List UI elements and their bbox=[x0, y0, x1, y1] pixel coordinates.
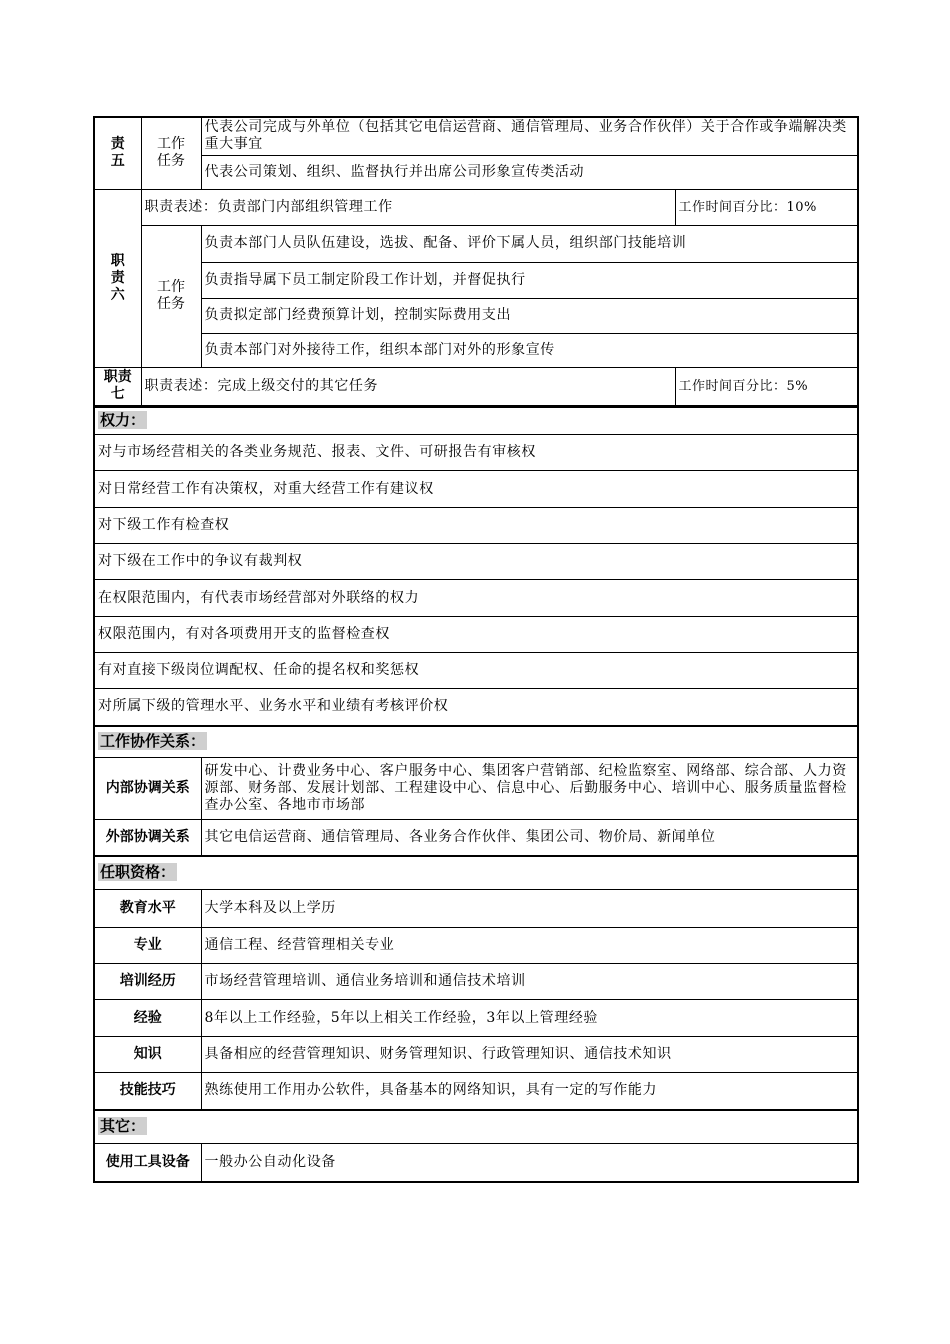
external-coordination-value: 其它电信运营商、通信管理局、各业务合作伙伴、集团公司、物价局、新闻单位 bbox=[201, 820, 858, 856]
tools-value: 一般办公自动化设备 bbox=[201, 1144, 858, 1182]
duty6-time-percent: 工作时间百分比：10% bbox=[675, 189, 858, 225]
duty6-task-3: 负责拟定部门经费预算计划，控制实际费用支出 bbox=[201, 298, 858, 333]
qualification-label: 技能技巧 bbox=[94, 1073, 201, 1110]
cooperation-heading: 工作协作关系： bbox=[94, 726, 858, 758]
qualification-label: 教育水平 bbox=[94, 890, 201, 928]
duty6-task-4: 负责本部门对外接待工作，组织本部门对外的形象宣传 bbox=[201, 333, 858, 367]
tools-label: 使用工具设备 bbox=[94, 1144, 201, 1182]
duty6-task-label: 工作 任务 bbox=[141, 225, 201, 367]
qualification-label: 培训经历 bbox=[94, 964, 201, 1000]
external-coordination-label: 外部协调关系 bbox=[94, 820, 201, 856]
duties-table bbox=[93, 116, 859, 406]
authority-item: 有对直接下级岗位调配权、任命的提名权和奖惩权 bbox=[94, 653, 858, 689]
qualification-heading: 任职资格： bbox=[94, 856, 858, 890]
qualification-value: 8年以上工作经验，5年以上相关工作经验，3年以上管理经验 bbox=[201, 1000, 858, 1037]
duty5-task-1: 代表公司完成与外单位（包括其它电信运营商、通信管理局、业务合作伙伴）关于合作或争端解决类重大事宜 bbox=[201, 117, 858, 155]
authority-heading: 权力： bbox=[94, 407, 858, 435]
other-heading: 其它： bbox=[94, 1110, 858, 1144]
qualification-value: 大学本科及以上学历 bbox=[201, 890, 858, 928]
duty5-task-2: 代表公司策划、组织、监督执行并出席公司形象宣传类活动 bbox=[201, 155, 858, 189]
duty6-task-1: 负责本部门人员队伍建设，选拔、配备、评价下属人员，组织部门技能培训 bbox=[201, 225, 858, 262]
authority-item: 对与市场经营相关的各类业务规范、报表、文件、可研报告有审核权 bbox=[94, 435, 858, 471]
duty6-label: 职 责 六 bbox=[94, 189, 141, 367]
qualification-label: 经验 bbox=[94, 1000, 201, 1037]
qualification-label: 专业 bbox=[94, 928, 201, 964]
duty7-statement: 职责表述：完成上级交付的其它任务 bbox=[141, 367, 675, 405]
internal-coordination-label: 内部协调关系 bbox=[94, 758, 201, 820]
authority-item: 对下级在工作中的争议有裁判权 bbox=[94, 544, 858, 580]
authority-item: 对所属下级的管理水平、业务水平和业绩有考核评价权 bbox=[94, 689, 858, 726]
qualification-label: 知识 bbox=[94, 1037, 201, 1073]
qualification-value: 通信工程、经营管理相关专业 bbox=[201, 928, 858, 964]
authority-item: 在权限范围内，有代表市场经营部对外联络的权力 bbox=[94, 580, 858, 617]
internal-coordination-value: 研发中心、计费业务中心、客户服务中心、集团客户营销部、纪检监察室、网络部、综合部、人力资源部、财务部、发展计划部、工程建设中心、信息中心、后勤服务中心、培训中心、服务质量监督检查办公室、各地市市场部 bbox=[201, 758, 858, 820]
details-table bbox=[93, 406, 859, 1183]
duty5-task-label: 工作 任务 bbox=[141, 117, 201, 189]
duty6-statement: 职责表述：负责部门内部组织管理工作 bbox=[141, 189, 675, 225]
authority-item: 对日常经营工作有决策权，对重大经营工作有建议权 bbox=[94, 471, 858, 508]
job-description-page bbox=[93, 116, 857, 1183]
authority-item: 权限范围内，有对各项费用开支的监督检查权 bbox=[94, 617, 858, 653]
qualification-value: 具备相应的经营管理知识、财务管理知识、行政管理知识、通信技术知识 bbox=[201, 1037, 858, 1073]
qualification-value: 熟练使用工作用办公软件，具备基本的网络知识，具有一定的写作能力 bbox=[201, 1073, 858, 1110]
duty7-time-percent: 工作时间百分比：5% bbox=[675, 367, 858, 405]
duty5-label: 责 五 bbox=[94, 117, 141, 189]
duty7-label: 职责 七 bbox=[94, 367, 141, 405]
duty6-task-2: 负责指导属下员工制定阶段工作计划，并督促执行 bbox=[201, 262, 858, 298]
qualification-value: 市场经营管理培训、通信业务培训和通信技术培训 bbox=[201, 964, 858, 1000]
authority-item: 对下级工作有检查权 bbox=[94, 508, 858, 544]
